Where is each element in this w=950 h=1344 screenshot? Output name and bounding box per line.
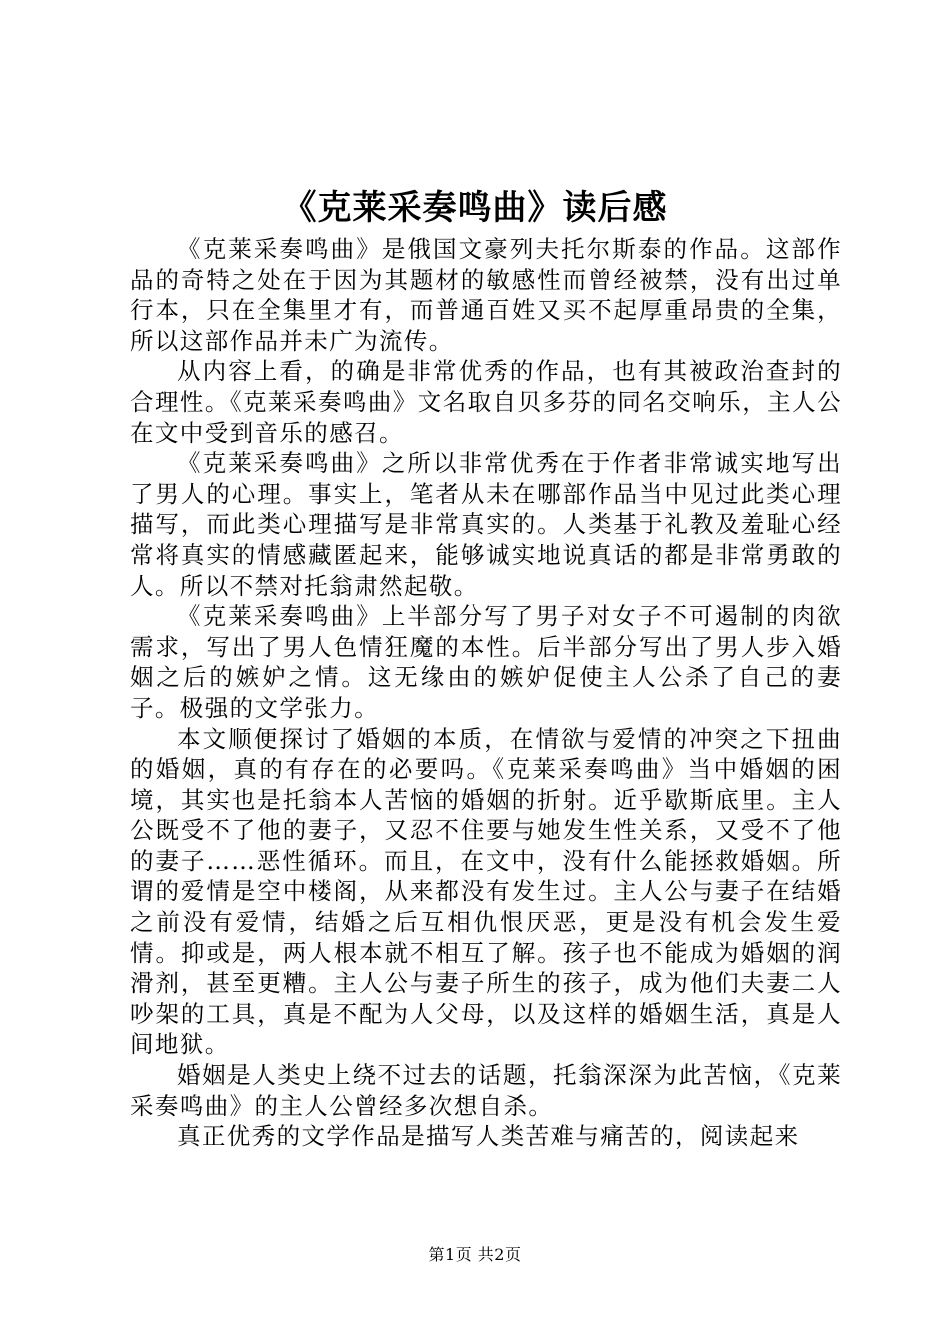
paragraph-6: 婚姻是人类史上绕不过去的话题，托翁深深为此苦恼，《克莱采奏鸣曲》的主人公曾经多次想自杀。: [130, 1061, 842, 1120]
paragraph-1: 《克莱采奏鸣曲》是俄国文豪列夫托尔斯泰的作品。这部作品的奇特之处在于因为其题材的敏感性而曾经被禁，没有出过单行本，只在全集里才有，而普通百姓又买不起厚重昂贵的全集，所以这部作品并未广为流传。: [130, 235, 842, 355]
paragraph-4: 《克莱采奏鸣曲》上半部分写了男子对女子不可遏制的肉欲需求，写出了男人色情狂魔的本性。后半部分写出了男人步入婚姻之后的嫉妒之情。这无缘由的嫉妒促使主人公杀了自己的妻子。极强的文学张力。: [130, 602, 842, 722]
paragraph-7: 真正优秀的文学作品是描写人类苦难与痛苦的，阅读起来: [177, 1122, 800, 1151]
document-title: 《克莱采奏鸣曲》读后感: [282, 188, 668, 228]
document-body: [130, 234, 842, 1152]
paragraph-3: 《克莱采奏鸣曲》之所以非常优秀在于作者非常诚实地写出了男人的心理。事实上，笔者从未在哪部作品当中见过此类心理描写，而此类心理描写是非常真实的。人类基于礼教及羞耻心经常将真实的情感藏匿起来，能够诚实地说真话的都是非常勇敢的人。所以不禁对托翁肃然起敬。: [130, 449, 842, 600]
page-number-footer: 第1页 共2页: [428, 1245, 522, 1264]
paragraph-2: 从内容上看，的确是非常优秀的作品，也有其被政治查封的合理性。《克莱采奏鸣曲》文名取自贝多芬的同名交响乐，主人公在文中受到音乐的感召。: [130, 357, 842, 447]
paragraph-5: 本文顺便探讨了婚姻的本质，在情欲与爱情的冲突之下扭曲的婚姻，真的有存在的必要吗。《克莱采奏鸣曲》当中婚姻的困境，其实也是托翁本人苦恼的婚姻的折射。近乎歇斯底里。主人公既受不了他的妻子，又忍不住要与她发生性关系，又受不了他的妻子……恶性循环。而且，在文中，没有什么能拯救婚姻。所谓的爱情是空中楼阁，从来都没有发生过。主人公与妻子在结婚之前没有爱情，结婚之后互相仇恨厌恶，更是没有机会发生爱情。抑或是，两人根本就不相互了解。孩子也不能成为婚姻的润滑剂，甚至更糟。主人公与妻子所生的孩子，成为他们夫妻二人吵架的工具，真是不配为人父母，以及这样的婚姻生活，真是人间地狱。: [130, 724, 842, 1059]
